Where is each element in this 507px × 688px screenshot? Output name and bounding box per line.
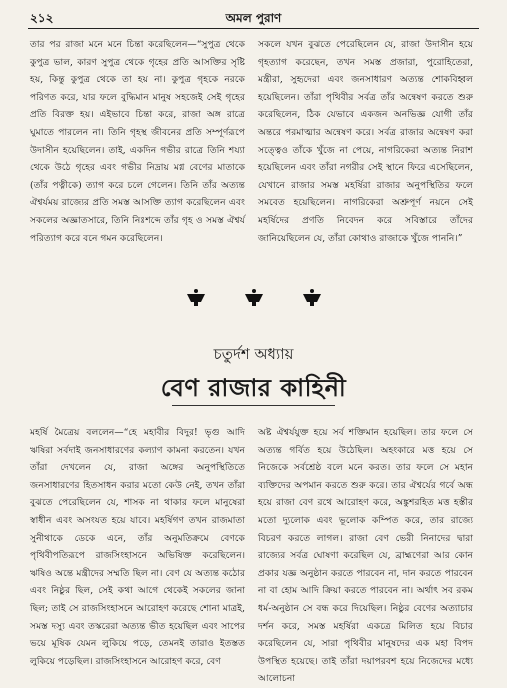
paragraph: মহর্ষি মৈত্রেয় বললেন—“হে মহাবীর বিদুর! ভৃগু আদি ঋষিরা সর্বদাই জনসাধারণের কল্যাণ কামনা করতেন। যখন তাঁরা দেখলেন যে, রাজা অঙ্গের অনুপস্থিতিতে জনসাধারণের হিতসাধন করার মতো কেউ নেই, তখন তাঁরা বুঝতে পেরেছিলেন যে, শাসক না থাকার ফলে মানুষেরা স্বাধীন এবং অসংযত হয়ে যাবে। মহর্ষিগণ তখন রাজমাতা সুনীথাকে ডেকে এনে, তাঁর অনুমতিক্রমে বেণকে পৃথিবীপতিরূপে রাজসিংহাসনে অভিষিক্ত করেছিলেন। ঋষিও অন্তে মন্ত্রীদের সম্মতি ছিল না। বেণ যে অত্যন্ত কঠোর এবং নিষ্ঠুর ছিল, সেই কথা আগে থেকেই সকলের জানা ছিল; তাই সে রাজসিংহাসনে আরোহণ করেছে শোনা মাত্রই, সমস্ত দস্যু এবং তস্করেরা অত্যন্ত ভীত হয়েছিল এবং সাপের ভয়ে মূষিক যেমন লুকিয়ে পড়ে, তেমনই তারাও ইতস্তত লুকিয়ে পড়েছিল। রাজসিংহাসনে আরোহণ করে, বেণ bbox=[30, 427, 245, 667]
lamp-ornament-icon bbox=[185, 288, 207, 308]
page-number: ২১২ bbox=[30, 11, 54, 25]
paragraph: তার পর রাজা মনে মনে চিন্তা করেছিলেন—“সুপুত্র থেকে কুপুত্র ভাল, কারণ সুপুত্র থেকে গৃহের প্রতি আসক্তির সৃষ্টি হয়, কিন্তু কুপুত্র থেকে তা হয় না। কুপুত্র গৃহকে নরকে পরিণত করে, যার ফলে বুদ্ধিমান মানুষ সহজেই সেই গৃহের প্রতি বিরক্ত হয়। এইভাবে চিন্তা করে, রাজা অঙ্গ রাত্রে ঘুমাতে পারলেন না। তিনি গৃহস্থ জীবনের প্রতি সম্পূর্ণরূপে উদাসীন হয়েছিলেন। তাই, একদিন গভীর রাত্রে তিনি শয্যা থেকে উঠে গৃহের এবং গভীর নিদ্রায় মগ্ন বেণের মাতাকে (তাঁর পত্নীকে) ত্যাগ করে চলে গেলেন। তিনি তাঁর অত্যন্ত ঐশ্বর্যময় রাজ্যের প্রতি সমস্ত আসক্তি ত্যাগ করেছিলেন এবং সকলের অজ্ঞাতসারে, তিনি নিঃশব্দে তাঁর গৃহ ও সমস্ত ঐশ্বর্য পরিত্যাগ করে বনে গমন করেছিলেন। bbox=[30, 39, 245, 244]
top-right-column bbox=[258, 36, 473, 308]
paragraph: সকলে যখন বুঝতে পেরেছিলেন যে, রাজা উদাসীন হয়ে গৃহত্যাগ করেছেন, তখন সমস্ত প্রজারা, পুরোহিতেরা, মন্ত্রীরা, সুহৃদেরা এবং জনসাধারণ অত্যন্ত শোকবিহ্বল হয়েছিলেন। তাঁরা পৃথিবীর সর্বত্র তাঁর অন্বেষণ করতে শুরু করেছিলেন, ঠিক যেভাবে একজন অনভিজ্ঞ যোগী তাঁর অন্তরে পরমাত্মার অন্বেষণ করে। সর্বত্র রাজার অন্বেষণ করা সত্ত্বেও তাঁকে খুঁজে না পেয়ে, নাগরিকেরা অত্যন্ত নিরাশ হয়েছিলেন এবং তাঁরা নগরীর সেই স্থানে ফিরে এসেছিলেন, যেখানে রাজার সমস্ত মহর্ষিরা রাজার অনুপস্থিতির ফলে সমবেত হয়েছিলেন। নাগরিকেরা অশ্রুপূর্ণ নয়নে সেই মহর্ষিদের প্রণতি নিবেদন করে সবিস্তারে তাঁদের জানিয়েছিলেন যে, তাঁরা কোথাও রাজাকে খুঁজে পাননি।” bbox=[258, 39, 473, 244]
bottom-right-column bbox=[258, 424, 473, 684]
title-underline bbox=[172, 405, 335, 406]
bottom-left-column bbox=[30, 424, 245, 684]
running-title: অমল পুরাণ bbox=[225, 11, 282, 25]
page-header bbox=[28, 8, 479, 29]
lamp-ornament-icon bbox=[301, 288, 323, 308]
lamp-ornament-icon bbox=[243, 288, 265, 308]
chapter-title: বেণ রাজার কাহিনী bbox=[160, 373, 347, 402]
top-left-column bbox=[30, 36, 245, 308]
paragraph: অষ্ট ঐশ্বর্যযুক্ত হয়ে সর্ব শক্তিমান হয়েছিল। তার ফলে সে অত্যন্ত গর্বিত হয়ে উঠেছিল। অহংকারে মত্ত হয়ে সে নিজেকে সর্বশ্রেষ্ঠ বলে মনে করত। তার ফলে সে মহান ব্যক্তিদের অপমান করতে শুরু করে। তার ঐশ্বর্যের গর্বে অন্ধ হয়ে রাজা বেণ রথে আরোহণ করে, অঙ্কুশরহিত মত্ত হস্তীর মতো দ্যুলোক এবং ভূলোক কম্পিত করে, তার রাজ্যে বিচরণ করতে লাগল। রাজা বেণ ভেরী নিনাদের দ্বারা রাজ্যের সর্বত্র ঘোষণা করেছিল যে, ব্রাহ্মণেরা আর কোন প্রকার যজ্ঞ অনুষ্ঠান করতে পারবেন না, দান করতে পারবেন না বা হোম আদি ক্রিয়া করতে পারবেন না। অর্থাৎ সব রকম ধর্ম-অনুষ্ঠান সে বন্ধ করে দিয়েছিল। নিষ্ঠুর বেণের অত্যাচার দর্শন করে, সমস্ত মহর্ষিরা একত্রে মিলিত হয়ে বিচার করেছিলেন যে, সারা পৃথিবীর মানুষদের এক মহা বিপদ উপস্থিত হয়েছে। তাই তাঁরা দয়াপরবশ হয়ে নিজেদের মধ্যে আলোচনা bbox=[258, 427, 473, 685]
chapter-label: চতুর্দশ অধ্যায় bbox=[213, 345, 294, 363]
section-divider bbox=[0, 288, 507, 312]
